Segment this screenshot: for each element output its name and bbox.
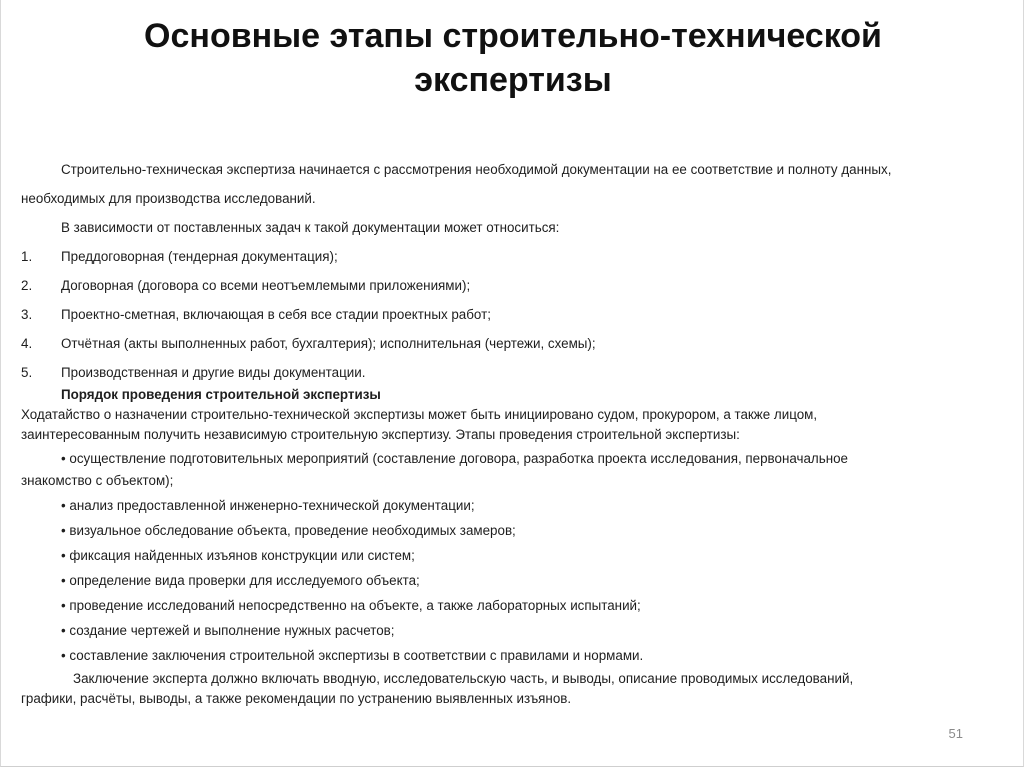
stage-item: • создание чертежей и выполнение нужных расчетов; (61, 623, 395, 638)
list-item-text: Производственная и другие виды документации. (61, 365, 366, 380)
stage-item: • анализ предоставленной инженерно-технической документации; (61, 498, 475, 513)
stage-item: • визуальное обследование объекта, проведение необходимых замеров; (61, 523, 516, 538)
procedure-text-line-2: заинтересованным получить независимую строительную экспертизу. Этапы проведения строительной экспертизы: (21, 427, 740, 442)
slide-title (1, 14, 1024, 102)
stage-item: • определение вида проверки для исследуемого объекта; (61, 573, 420, 588)
list-item-text: Отчётная (акты выполненных работ, бухгалтерия); исполнительная (чертежи, схемы); (61, 336, 596, 351)
list-item (21, 363, 1011, 383)
stages-list (21, 449, 1011, 666)
list-item (21, 247, 1011, 267)
intro-line-2: необходимых для производства исследований. (21, 191, 316, 206)
conclusion-text (21, 669, 1011, 709)
stage-item: • осуществление подготовительных мероприятий (составление договора, разработка проекта исследования, первоначальное (61, 451, 848, 466)
list-item (21, 276, 1011, 296)
page-number: 51 (948, 726, 963, 741)
procedure-text (21, 405, 1011, 445)
conclusion-line-1: Заключение эксперта должно включать вводную, исследовательскую часть, и выводы, описание проводимых исследований, (73, 671, 854, 686)
list-item-number: 2. (21, 278, 33, 293)
stage-item: • составление заключения строительной экспертизы в соответствии с правилами и нормами. (61, 648, 644, 663)
slide-body (21, 160, 1011, 709)
stage-item: • проведение исследований непосредственно на объекте, а также лабораторных испытаний; (61, 598, 641, 613)
stage-item-continuation: знакомство с объектом); (21, 473, 174, 488)
list-item (21, 305, 1011, 325)
list-item-number: 1. (21, 249, 33, 264)
intro-line-1: Строительно-техническая экспертиза начинается с рассмотрения необходимой документации на ее соответствие и полноту данных, (61, 162, 892, 177)
procedure-text-line-1: Ходатайство о назначении строительно-технической экспертизы может быть инициировано судом, прокурором, а также лицом, (21, 407, 818, 422)
list-item (21, 334, 1011, 354)
list-item-number: 5. (21, 365, 33, 380)
list-item-number: 4. (21, 336, 33, 351)
dependency-text: В зависимости от поставленных задач к такой документации может относиться: (61, 220, 560, 235)
conclusion-line-2: графики, расчёты, выводы, а также рекомендации по устранению выявленных изъянов. (21, 691, 572, 706)
list-item-number: 3. (21, 307, 33, 322)
procedure-heading: Порядок проведения строительной экспертизы (61, 387, 381, 402)
stage-item: • фиксация найденных изъянов конструкции или систем; (61, 548, 415, 563)
list-item-text: Проектно-сметная, включающая в себя все стадии проектных работ; (61, 307, 491, 322)
slide-title-line-2: экспертизы (414, 61, 612, 99)
slide-title-line-1: Основные этапы строительно-технической (144, 17, 882, 55)
doc-types-list (21, 247, 1011, 383)
list-item-text: Договорная (договора со всеми неотъемлемыми приложениями); (61, 278, 471, 293)
list-item-text: Преддоговорная (тендерная документация); (61, 249, 338, 264)
